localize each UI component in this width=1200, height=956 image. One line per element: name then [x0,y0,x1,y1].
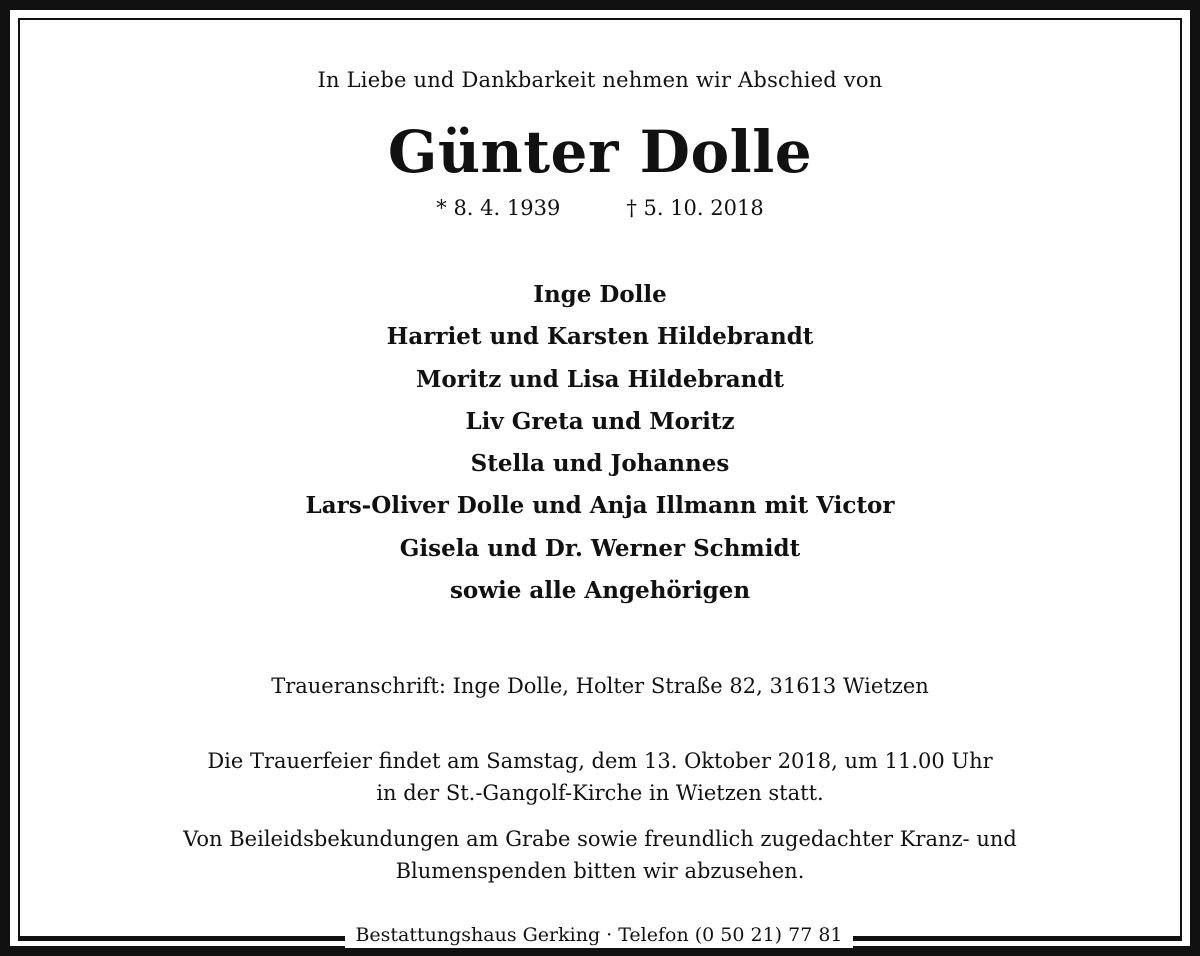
footer [0,922,1200,950]
mourner-line: Stella und Johannes [470,450,730,478]
life-dates [0,196,1200,220]
funeral-home-contact: Bestattungshaus Gerking · Telefon (0 50 21) 77 81 [345,922,853,948]
deceased-name: Günter Dolle [387,118,813,186]
ceremony-line-2: in der St.-Gangolf-Kirche in Wietzen statt. [376,781,824,805]
ceremony-line-1: Die Trauerfeier findet am Samstag, dem 13. Oktober 2018, um 11.00 Uhr [207,749,993,773]
condolence-note-line-1: Von Beileidsbekundungen am Grabe sowie freundlich zugedachter Kranz- und [183,827,1017,851]
mourner-line: Inge Dolle [533,281,667,308]
mourner-line: Harriet und Karsten Hildebrandt [386,323,814,351]
footer-rule-right [853,937,1182,941]
birth-date: * 8. 4. 1939 [436,196,561,220]
mourning-address: Traueranschrift: Inge Dolle, Holter Straße 82, 31613 Wietzen [271,674,929,698]
condolence-note-line-2: Blumenspenden bitten wir abzusehen. [395,859,805,883]
mourner-line: Liv Greta und Moritz [465,407,735,435]
mourner-line: Gisela und Dr. Werner Schmidt [399,534,801,562]
footer-rule-left [18,937,345,941]
intro-text: In Liebe und Dankbarkeit nehmen wir Abschied von [317,68,883,92]
mourner-line: sowie alle Angehörigen [449,577,751,605]
mourners-list [0,276,1200,614]
mourner-line: Lars-Oliver Dolle und Anja Illmann mit Victor [305,492,895,520]
mourner-line: Moritz und Lisa Hildebrandt [415,365,785,393]
death-date: † 5. 10. 2018 [626,196,764,220]
